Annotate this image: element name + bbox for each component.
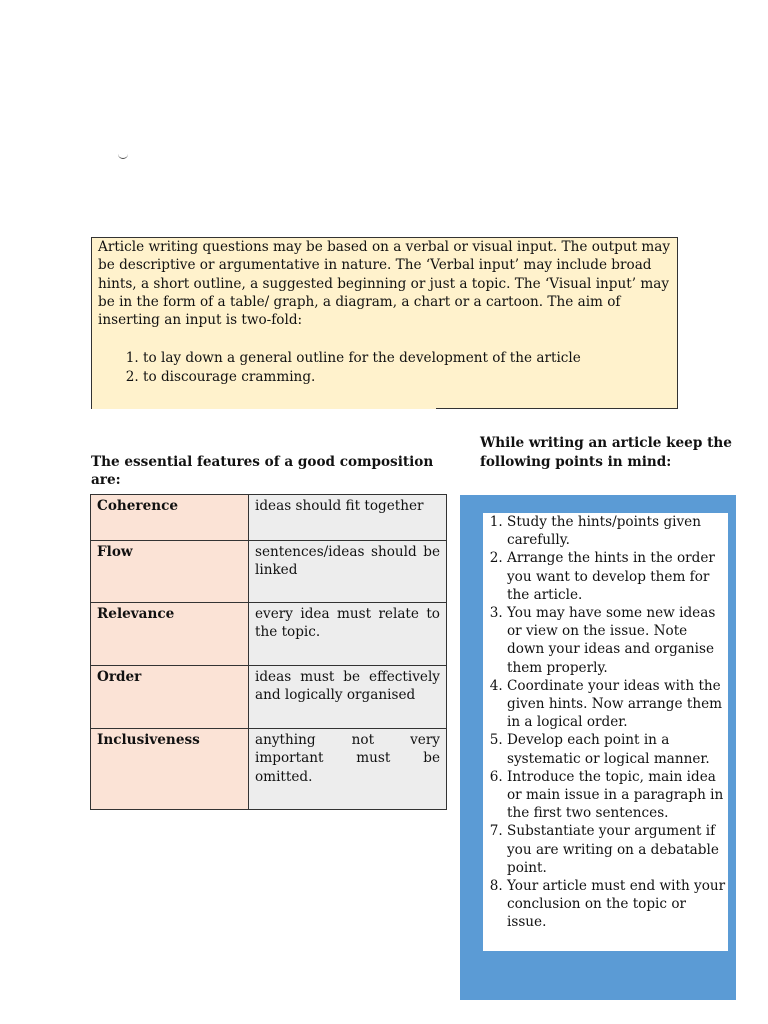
- feature-description: sentences/ideas should be linked: [249, 541, 447, 603]
- intro-list: [98, 349, 671, 386]
- points-heading: While writing an article keep the following points in mind:: [480, 435, 732, 470]
- table-row: [91, 729, 447, 810]
- feature-term: Inclusiveness: [91, 729, 249, 810]
- list-item: 6. Introduce the topic, main idea or main issue in a paragraph in the first two sentences.: [507, 768, 728, 823]
- table-row: [91, 603, 447, 666]
- feature-description: ideas should fit together: [249, 495, 447, 541]
- feature-term: Flow: [91, 541, 249, 603]
- table-row: [91, 666, 447, 729]
- table-row: [91, 541, 447, 603]
- list-item: 8. Your article must end with your conclusion on the topic or issue.: [507, 877, 728, 932]
- intro-list-item: 2. to discourage cramming.: [143, 368, 671, 386]
- table-row: [91, 495, 447, 541]
- intro-box: [91, 237, 678, 409]
- list-item: 3. You may have some new ideas or view on the issue. Note down your ideas and organise them properly.: [507, 604, 728, 677]
- points-panel: [460, 495, 736, 1000]
- intro-list-item: 1. to lay down a general outline for the development of the article: [143, 349, 671, 367]
- points-list: [483, 513, 728, 932]
- list-item: 1. Study the hints/points given carefully.: [507, 513, 728, 549]
- feature-description: anything not very important must be omitted.: [249, 729, 447, 810]
- feature-term: Relevance: [91, 603, 249, 666]
- list-item: 2. Arrange the hints in the order you want to develop them for the article.: [507, 549, 728, 604]
- feature-description: every idea must relate to the topic.: [249, 603, 447, 666]
- feature-description: ideas must be effectively and logically organised: [249, 666, 447, 729]
- intro-box-bottom-border: [436, 408, 678, 409]
- feature-term: Order: [91, 666, 249, 729]
- points-inner-box: [483, 513, 728, 951]
- features-table: [90, 494, 447, 810]
- list-item: 5. Develop each point in a systematic or logical manner.: [507, 731, 728, 767]
- intro-paragraph: Article writing questions may be based on a verbal or visual input. The output may be descriptive or argumentative in nature. The ‘Verbal input’ may include broad hints, a short outline, a suggested beginning or just a topic. The ‘Visual input’ may be in the form of a table/ graph, a diagram, a chart or a cartoon. The aim of inserting an input is two-fold:: [98, 239, 671, 329]
- list-item: 4. Coordinate your ideas with the given hints. Now arrange them in a logical order.: [507, 677, 728, 732]
- list-item: 7. Substantiate your argument if you are writing on a debatable point.: [507, 822, 728, 877]
- features-heading: The essential features of a good composition are:: [91, 454, 434, 489]
- stray-mark: [118, 154, 128, 159]
- feature-term: Coherence: [91, 495, 249, 541]
